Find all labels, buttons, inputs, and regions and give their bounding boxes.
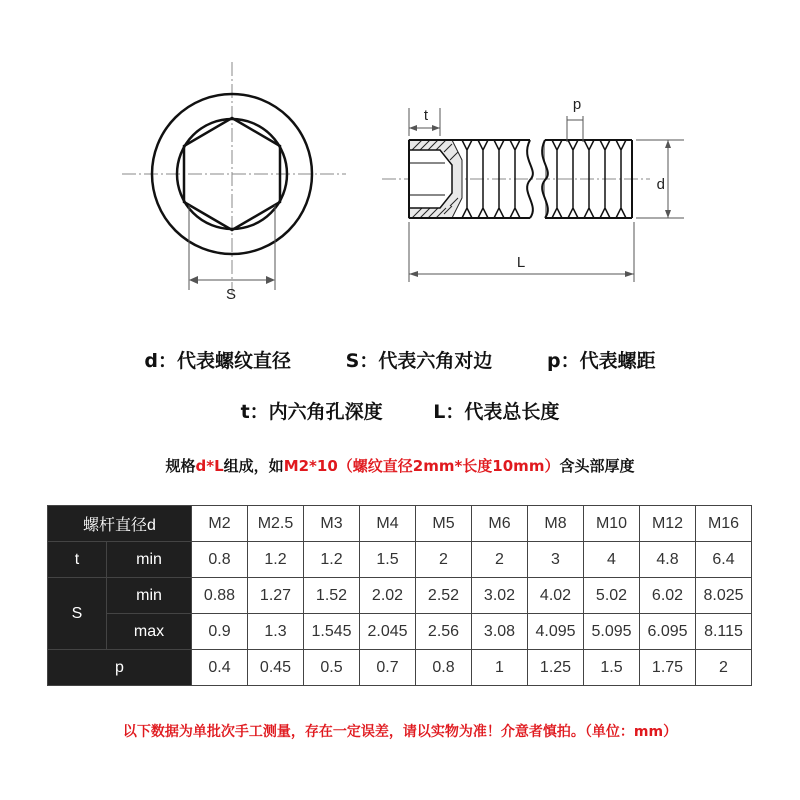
- table-cell: 5.02: [584, 578, 640, 614]
- table-cell: 0.88: [192, 578, 248, 614]
- legend-l: L：代表总长度: [433, 401, 560, 423]
- row-label-p: p: [48, 650, 192, 686]
- row-label-t: t: [48, 542, 107, 578]
- table-cell: 0.8: [416, 650, 472, 686]
- table-cell: 2: [416, 542, 472, 578]
- dim-label-l: L: [516, 254, 526, 271]
- table-cell: 4: [584, 542, 640, 578]
- table-cell: 0.4: [192, 650, 248, 686]
- size-cell: M4: [360, 506, 416, 542]
- table-cell: 4.095: [528, 614, 584, 650]
- size-cell: M12: [640, 506, 696, 542]
- size-cell: M10: [584, 506, 640, 542]
- table-cell: 0.8: [192, 542, 248, 578]
- row-sublabel-s-max: max: [107, 614, 192, 650]
- header-label: 螺杆直径d: [48, 506, 192, 542]
- table-cell: 2.02: [360, 578, 416, 614]
- size-cell: M6: [472, 506, 528, 542]
- table-cell: 3.02: [472, 578, 528, 614]
- dimension-table: [47, 505, 752, 686]
- spec-suffix: 含头部厚度: [559, 457, 635, 475]
- dim-label-p: p: [572, 96, 582, 113]
- row-sublabel-s-min: min: [107, 578, 192, 614]
- size-cell: M2: [192, 506, 248, 542]
- table-cell: 1: [472, 650, 528, 686]
- table-cell: 2: [696, 650, 752, 686]
- side-view-drawing: [382, 96, 684, 282]
- table-row-s-max: [48, 614, 752, 650]
- dim-label-t: t: [423, 107, 429, 124]
- table-cell: 6.095: [640, 614, 696, 650]
- table-cell: 4.02: [528, 578, 584, 614]
- row-label-s: S: [48, 578, 107, 650]
- row-sublabel-t-min: min: [107, 542, 192, 578]
- spec-code: d*L: [195, 457, 224, 475]
- size-cell: M16: [696, 506, 752, 542]
- table-cell: 1.27: [248, 578, 304, 614]
- table-cell: 1.545: [304, 614, 360, 650]
- table-cell: 0.45: [248, 650, 304, 686]
- table-cell: 0.5: [304, 650, 360, 686]
- dim-label-d: d: [656, 176, 665, 193]
- spec-middle: 组成，如: [223, 457, 284, 475]
- table-row-p: [48, 650, 752, 686]
- end-view-drawing: [122, 62, 346, 303]
- table-cell: 8.025: [696, 578, 752, 614]
- table-row-t: [48, 542, 752, 578]
- spec-example: M2*10（螺纹直径2mm*长度10mm）: [283, 457, 560, 475]
- legend-t: t：内六角孔深度: [240, 401, 383, 423]
- table-cell: 2.045: [360, 614, 416, 650]
- spec-prefix: 规格: [165, 457, 196, 475]
- legend-d: d：代表螺纹直径: [144, 350, 292, 372]
- disclaimer-note: 以下数据为单批次手工测量，存在一定误差，请以实物为准！介意者慎拍。（单位：mm）: [122, 724, 678, 740]
- size-cell: M8: [528, 506, 584, 542]
- table-cell: 1.2: [304, 542, 360, 578]
- table-cell: 3.08: [472, 614, 528, 650]
- table-cell: 2.52: [416, 578, 472, 614]
- table-cell: 1.25: [528, 650, 584, 686]
- table-cell: 1.5: [584, 650, 640, 686]
- table-header-row: [48, 506, 752, 542]
- legend-line-2: [0, 397, 800, 424]
- spec-note: [0, 455, 800, 476]
- table-cell: 5.095: [584, 614, 640, 650]
- table-row-s-min: [48, 578, 752, 614]
- table-cell: 2: [472, 542, 528, 578]
- size-cell: M2.5: [248, 506, 304, 542]
- table-cell: 1.2: [248, 542, 304, 578]
- table-cell: 6.4: [696, 542, 752, 578]
- table-cell: 1.52: [304, 578, 360, 614]
- legend-s: S：代表六角对边: [345, 350, 493, 372]
- size-cell: M3: [304, 506, 360, 542]
- table-cell: 8.115: [696, 614, 752, 650]
- dim-label-s: S: [225, 286, 237, 303]
- legend-line-1: [0, 346, 800, 373]
- table-cell: 1.75: [640, 650, 696, 686]
- table-cell: 0.7: [360, 650, 416, 686]
- size-cell: M5: [416, 506, 472, 542]
- table-cell: 2.56: [416, 614, 472, 650]
- table-cell: 0.9: [192, 614, 248, 650]
- table-cell: 1.5: [360, 542, 416, 578]
- table-cell: 3: [528, 542, 584, 578]
- table-cell: 1.3: [248, 614, 304, 650]
- legend-p: p：代表螺距: [546, 350, 656, 372]
- table-cell: 6.02: [640, 578, 696, 614]
- technical-drawing: [0, 0, 800, 320]
- table-cell: 4.8: [640, 542, 696, 578]
